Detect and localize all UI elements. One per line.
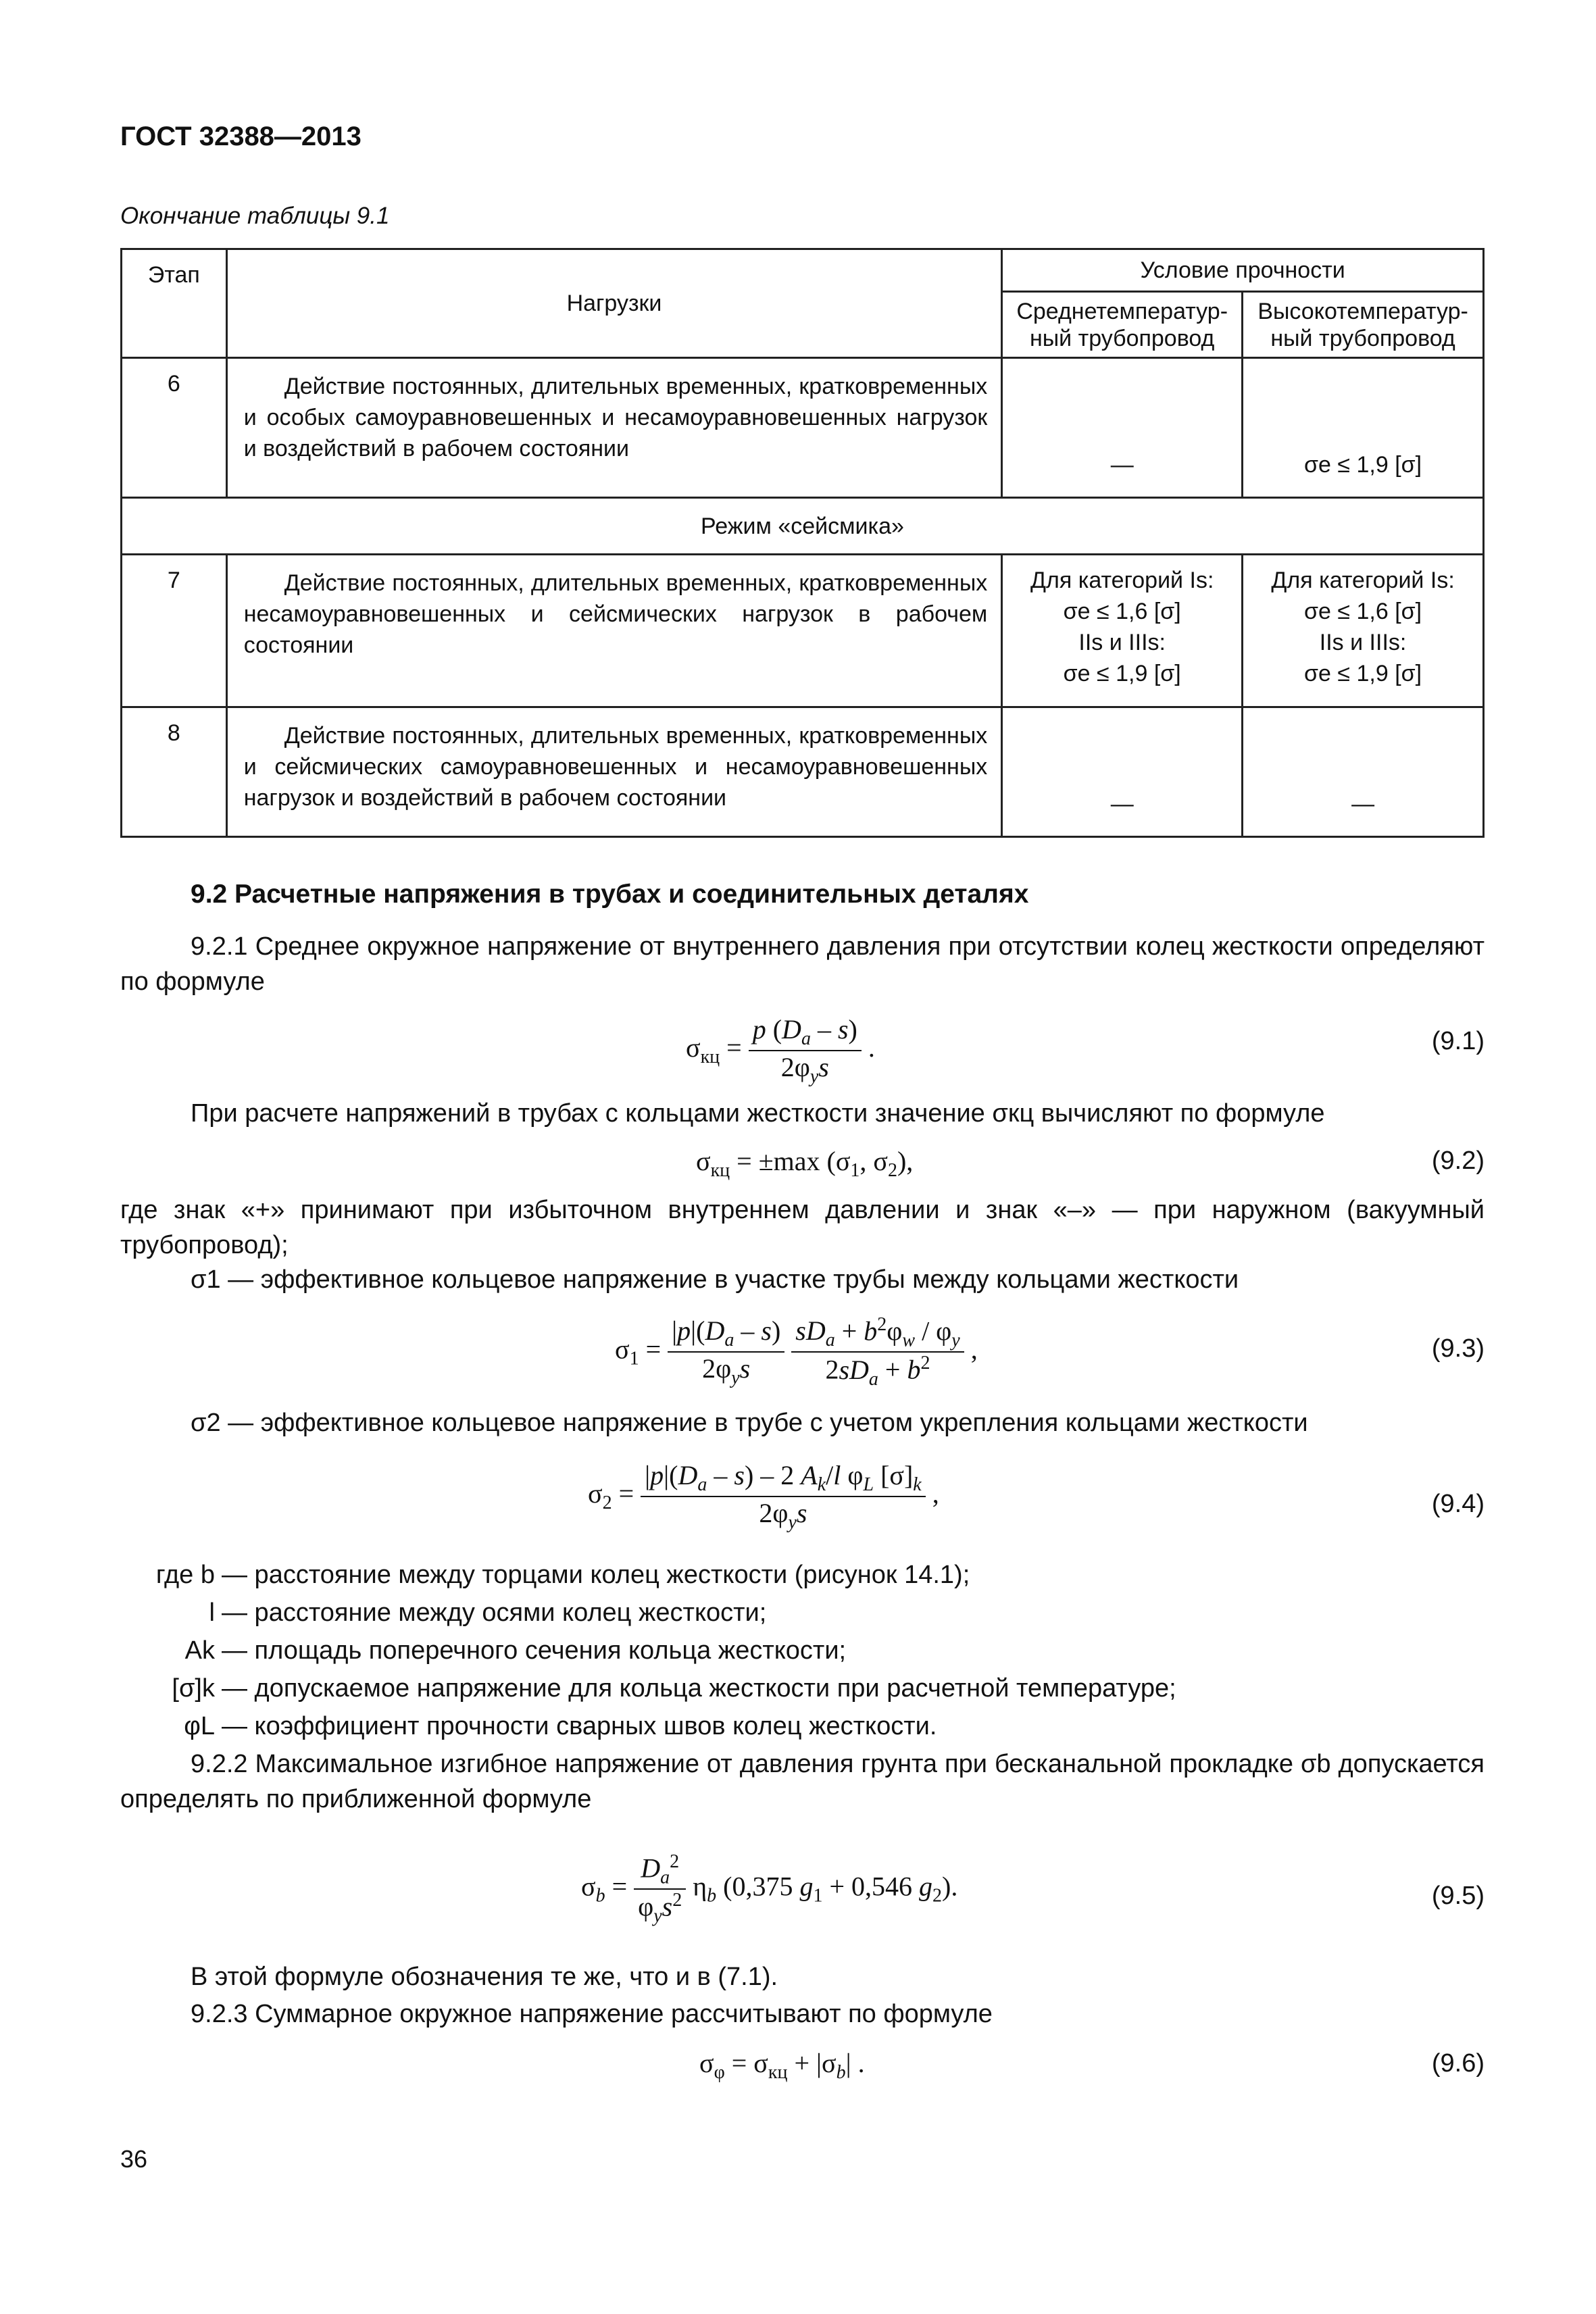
paragraph-sigma1: σ1 — эффективное кольцевое напряжение в участке трубы между кольцами жесткости	[191, 1265, 1239, 1294]
symbol: l	[209, 1599, 215, 1627]
formula-9-5: $\sigma_b$ = $\frac{D_a^2}{\varphi_ys^2}$ $\eta_b$ (0,375 $g_1 + 0,546$ $g_2$).	[581, 1851, 958, 1927]
symbol-definition: — коэффициент прочности сварных швов колец жесткости.	[222, 1712, 937, 1740]
loads-description: Действие постоянных, длительных временных, кратковременных и особых самоуравновешенных и несамоуравновешенных нагрузок и воздействий в рабочем состоянии	[243, 374, 988, 461]
equation-number: (9.3)	[1431, 1334, 1485, 1363]
symbol-definition: — площадь поперечного сечения кольца жесткости;	[222, 1636, 847, 1665]
document-header: ГОСТ 32388—2013	[120, 122, 361, 151]
strength-table	[120, 248, 1485, 838]
loads-description: Действие постоянных, длительных временных, кратковременных несамоуравновешенных и сейсмических нагрузок в рабочем состоянии	[243, 570, 988, 658]
equation-number: (9.1)	[1431, 1027, 1485, 1055]
table-row	[122, 358, 1484, 498]
paragraph-9-2-2: 9.2.2 Максимальное изгибное напряжение от давления грунта при бесканальной прокладке σb допускается определять по приближенной формуле	[120, 1750, 1485, 1813]
paragraph-sigma2: σ2 — эффективное кольцевое напряжение в трубе с учетом укрепления кольцами жесткости	[191, 1409, 1308, 1437]
mid-temp-condition-line: Для категорий Is:	[1030, 568, 1214, 593]
section-title: 9.2 Расчетные напряжения в трубах и соединительных деталях	[191, 880, 1029, 909]
equation-number: (9.6)	[1431, 2049, 1485, 2078]
table-caption: Окончание таблицы 9.1	[120, 203, 390, 229]
equation-number: (9.4)	[1431, 1490, 1485, 1518]
col-header-strength: Условие прочности	[1002, 249, 1484, 292]
high-temp-condition: —	[1243, 707, 1484, 837]
high-temp-condition-line: σe ≤ 1,6 [σ]	[1304, 599, 1422, 624]
equation-number: (9.5)	[1431, 1882, 1485, 1910]
table-row	[122, 555, 1484, 707]
symbol: Ak	[184, 1636, 215, 1665]
col-header-loads: Нагрузки	[226, 249, 1002, 358]
symbol-definition: — расстояние между торцами колец жесткости (рисунок 14.1);	[222, 1561, 970, 1589]
equation-number: (9.2)	[1431, 1147, 1485, 1175]
symbol: φL	[184, 1712, 215, 1740]
high-temp-condition-line: Для категорий Is:	[1271, 568, 1455, 593]
formula-9-6: $\sigma_\varphi = \sigma_{кц} + |\sigma_b|$ .	[699, 2048, 865, 2083]
formula-9-2: $\sigma_{кц} = \pm\max$ ($\sigma_1$, $\sigma_2$),	[696, 1146, 914, 1181]
high-temp-condition-line: σe ≤ 1,9 [σ]	[1304, 661, 1422, 686]
symbol-definition: — допускаемое напряжение для кольца жесткости при расчетной температуре;	[222, 1674, 1176, 1703]
col-header-mid-temp: Среднетемператур-ный трубопровод	[1002, 292, 1243, 358]
mid-temp-condition-line: IIs и IIIs:	[1078, 630, 1166, 655]
col-header-high-temp: Высокотемператур-ный трубопровод	[1243, 292, 1484, 358]
symbol: [σ]k	[172, 1674, 215, 1703]
seismic-mode-row: Режим «сейсмика»	[122, 498, 1484, 555]
loads-description: Действие постоянных, длительных временных, кратковременных и сейсмических самоуравновешенных и несамоуравновешенных нагрузок и воздействий в рабочем состоянии	[243, 723, 988, 811]
paragraph-9-2-3: 9.2.3 Суммарное окружное напряжение рассчитывают по формуле	[191, 2000, 993, 2028]
stage-cell: 8	[122, 707, 227, 837]
table-row	[122, 707, 1484, 837]
formula-9-1: $\sigma_{кц}$ = $\frac{p (D_a - s)}{2\varphi_ys}$ .	[686, 1014, 875, 1087]
symbol-definition: — расстояние между осями колец жесткости;	[222, 1599, 767, 1627]
formula-9-4: $\sigma_2$ = $\frac{|p|(D_a - s) - 2 A_k/l \varphi_L [\sigma]_k}{2\varphi_ys}$ ,	[588, 1460, 939, 1533]
stage-cell: 6	[122, 358, 227, 498]
page-number: 36	[120, 2145, 148, 2173]
paragraph-notation: В этой формуле обозначения те же, что и в (7.1).	[191, 1963, 778, 1991]
mid-temp-condition-line: σe ≤ 1,9 [σ]	[1063, 661, 1181, 686]
mid-temp-condition-line: σe ≤ 1,6 [σ]	[1063, 599, 1181, 624]
mid-temp-condition: —	[1002, 707, 1243, 837]
paragraph-rings: При расчете напряжений в трубах с кольцами жесткости значение σкц вычисляют по формуле	[191, 1099, 1325, 1128]
col-header-stage: Этап	[122, 249, 227, 358]
formula-9-3: $\sigma_1$ = $\frac{|p|(D_a - s)}{2\varphi_ys}$ $\frac{sD_a + b^2\varphi_w / \varphi_y}{2sD_a + b^2}$ ,	[615, 1314, 978, 1390]
paragraph-sign: где знак «+» принимают при избыточном внутреннем давлении и знак «–» — при наружном (вакуумный трубопровод);	[120, 1196, 1485, 1259]
paragraph-9-2-1: 9.2.1 Среднее окружное напряжение от внутреннего давления при отсутствии колец жесткости определяют по формуле	[120, 932, 1485, 996]
stage-cell: 7	[122, 555, 227, 707]
high-temp-condition: σe ≤ 1,9 [σ]	[1243, 358, 1484, 498]
symbol-definitions	[120, 1556, 1176, 1745]
symbol: где b	[155, 1561, 215, 1589]
mid-temp-condition: —	[1002, 358, 1243, 498]
high-temp-condition-line: IIs и IIIs:	[1319, 630, 1407, 655]
